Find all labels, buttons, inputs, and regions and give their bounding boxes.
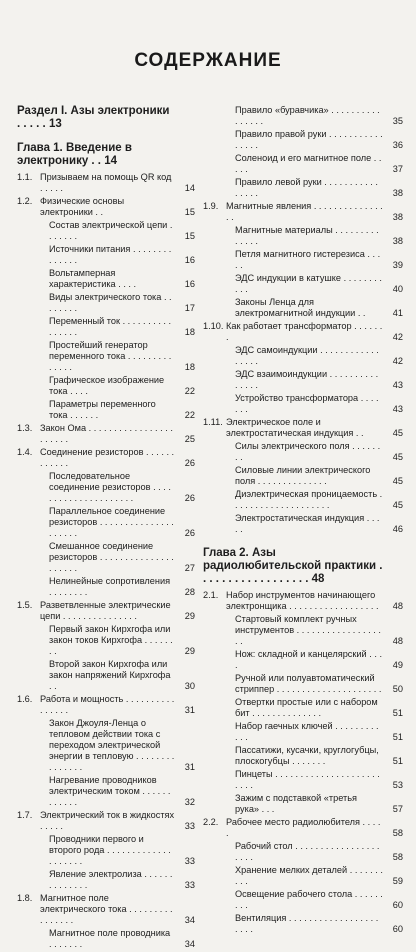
- toc-entry-page: 60: [392, 924, 403, 934]
- toc-entry: [17, 541, 195, 574]
- toc-entry: [17, 576, 195, 598]
- toc-entry: [17, 600, 195, 622]
- toc-entry-page: 22: [184, 386, 195, 396]
- toc-entry-number: 1.1.: [17, 172, 33, 182]
- toc-entry-page: 31: [184, 762, 195, 772]
- toc-entry: [203, 273, 403, 295]
- toc-entry-title: Второй закон Кирхгофа или закон напряжений Кирхгофа . .: [49, 659, 171, 691]
- toc-entry-page: 31: [184, 705, 195, 715]
- toc-entry-title: Пинцеты . . . . . . . . . . . . . . . . . . . . . . . . .: [235, 769, 380, 790]
- toc-entry-page: 26: [184, 528, 195, 538]
- toc-entry-number: 1.2.: [17, 196, 33, 206]
- toc-entry-title: Хранение мелких деталей . . . . . . . . . .: [235, 865, 383, 886]
- toc-entry-page: 29: [184, 611, 195, 621]
- toc-entry-number: 1.4.: [17, 447, 33, 457]
- toc-entry-page: 53: [392, 780, 403, 790]
- toc-entry: [17, 893, 195, 926]
- toc-entry: [203, 105, 403, 127]
- toc-entry-page: 58: [392, 828, 403, 838]
- toc-entry: [17, 928, 195, 950]
- toc-entry-title: Диэлектрическая проницаемость . . . . . . . . . . . . . . . . . . . .: [235, 489, 383, 510]
- toc-entry-page: 26: [184, 493, 195, 503]
- toc-entry-title: Зажим с подставкой «третья рука» . . .: [235, 793, 358, 814]
- toc-entry: [203, 913, 403, 935]
- toc-entry-page: 17: [184, 303, 195, 313]
- toc-entry-page: 43: [392, 404, 403, 414]
- toc-entry-page: 45: [392, 476, 403, 486]
- toc-entry: [17, 220, 195, 242]
- toc-entry-title: Ручной или полуавтоматический стриппер . . . . . . . . . . . . . . . . . . . . .: [235, 673, 382, 694]
- toc-entry-page: 59: [392, 876, 403, 886]
- toc-entry-page: 60: [392, 900, 403, 910]
- toc-entry-title: Законы Ленца для электромагнитной индукции . .: [235, 297, 366, 318]
- toc-entry-page: 43: [392, 380, 403, 390]
- toc-entry: [203, 393, 403, 415]
- toc-right-column: [203, 105, 403, 937]
- toc-entry-title: Проводники первого и второго рода . . . . . . . . . . . . . . . . . . . .: [49, 834, 171, 866]
- toc-entry-title: Источники питания . . . . . . . . . . . . . .: [49, 244, 172, 265]
- toc-entry-number: 1.5.: [17, 600, 33, 610]
- toc-entry-page: 15: [184, 207, 195, 217]
- toc-entry-title: Магнитное поле электрического тока . . . . . . . . . . . . . . . .: [40, 893, 173, 925]
- toc-entry-page: 38: [392, 236, 403, 246]
- toc-entry-page: 42: [392, 332, 403, 342]
- toc-entry-page: 45: [392, 428, 403, 438]
- toc-entry-title: Электрическое поле и электростатическая индукция . .: [226, 417, 364, 438]
- toc-entry-number: 1.8.: [17, 893, 33, 903]
- toc-entry-title: Состав электрической цепи . . . . . . .: [49, 220, 173, 241]
- toc-entry: [17, 172, 195, 194]
- toc-entry-title: Раздел I. Азы электроники . . . . . 13: [17, 105, 170, 130]
- toc-part-heading: [17, 105, 195, 131]
- toc-entry: [17, 775, 195, 808]
- toc-entry-title: Призываем на помощь QR код . . . . .: [40, 172, 172, 193]
- toc-entry-page: 33: [184, 856, 195, 866]
- toc-entry: [17, 447, 195, 469]
- toc-entry-page: 51: [392, 732, 403, 742]
- toc-entry-title: Петля магнитного гистерезиса . . . . .: [235, 249, 381, 270]
- toc-entry: [203, 129, 403, 151]
- toc-entry-page: 51: [392, 756, 403, 766]
- toc-entry-title: Устройство трансформатора . . . . . . .: [235, 393, 379, 414]
- toc-entry-title: Электростатическая индукция . . . . .: [235, 513, 380, 534]
- section-gap: [203, 537, 403, 547]
- toc-entry: [203, 153, 403, 175]
- toc-entry-title: Рабочее место радиолюбителя . . . . .: [226, 817, 381, 838]
- toc-entry-page: 33: [184, 880, 195, 890]
- toc-entry: [203, 865, 403, 887]
- toc-entry-page: 27: [184, 563, 195, 573]
- toc-entry: [203, 697, 403, 719]
- toc-entry-page: 29: [184, 646, 195, 656]
- toc-entry-title: Электрический ток в жидкостях . . . . .: [40, 810, 175, 831]
- toc-entry-title: Набор гаечных ключей . . . . . . . . . . . .: [235, 721, 379, 742]
- toc-entry-title: Глава 1. Введение в электронику . . 14: [17, 142, 132, 167]
- toc-entry-title: Соединение резисторов . . . . . . . . . . . .: [40, 447, 175, 468]
- toc-entry-page: 16: [184, 255, 195, 265]
- toc-entry-title: Правило левой руки . . . . . . . . . . . . . . . .: [235, 177, 378, 198]
- toc-entry-page: 25: [184, 434, 195, 444]
- toc-entry-title: Переменный ток . . . . . . . . . . . . . . . .: [49, 316, 172, 337]
- toc-entry-title: Вентиляция . . . . . . . . . . . . . . . . . . . . . .: [235, 913, 379, 934]
- toc-entry-page: 14: [184, 183, 195, 193]
- toc-entry-title: ЭДС самоиндукции . . . . . . . . . . . . . . . . .: [235, 345, 379, 366]
- toc-entry: [203, 321, 403, 343]
- toc-entry-number: 1.6.: [17, 694, 33, 704]
- toc-entry-title: Отвертки простые или с набором бит . . . . . . . . . . . . . .: [235, 697, 378, 718]
- toc-entry-title: Силовые линии электрического поля . . . . . . . . . . . . . .: [235, 465, 371, 486]
- toc-entry: [203, 225, 403, 247]
- toc-entry: [17, 316, 195, 338]
- toc-entry: [17, 834, 195, 867]
- toc-entry-title: Виды электрического тока . . . . . . . .: [49, 292, 172, 313]
- toc-entry-title: Закон Ома . . . . . . . . . . . . . . . . . . . . . . .: [40, 423, 173, 444]
- toc-entry-page: 15: [184, 231, 195, 241]
- toc-entry: [203, 201, 403, 223]
- toc-entry-page: 50: [392, 684, 403, 694]
- toc-entry: [17, 268, 195, 290]
- toc-entry: [203, 249, 403, 271]
- toc-entry-title: Магнитные материалы . . . . . . . . . . . . . .: [235, 225, 379, 246]
- toc-entry-page: 37: [392, 164, 403, 174]
- toc-entry-page: 18: [184, 362, 195, 372]
- toc-entry-title: Первый закон Кирхгофа или закон токов Кирхгофа . . . . . . . .: [49, 624, 173, 656]
- toc-entry: [203, 817, 403, 839]
- toc-entry-page: 38: [392, 212, 403, 222]
- toc-entry-title: Как работает трансформатор . . . . . . .: [226, 321, 383, 342]
- toc-entry-title: ЭДС взаимоиндукции . . . . . . . . . . . . . . .: [235, 369, 379, 390]
- toc-entry-title: Магнитное поле проводника . . . . . . .: [49, 928, 171, 949]
- toc-entry-page: 18: [184, 327, 195, 337]
- toc-entry-title: Освещение рабочего стола . . . . . . . . .: [235, 889, 383, 910]
- toc-entry: [203, 345, 403, 367]
- toc-entry-page: 34: [184, 939, 195, 949]
- toc-entry-page: 28: [184, 587, 195, 597]
- toc-entry: [17, 340, 195, 373]
- toc-entry-page: 38: [392, 188, 403, 198]
- toc-entry: [203, 889, 403, 911]
- toc-entry-page: 35: [392, 116, 403, 126]
- toc-entry-page: 48: [392, 601, 403, 611]
- toc-entry-page: 39: [392, 260, 403, 270]
- toc-entry-page: 46: [392, 524, 403, 534]
- page-title: СОДЕРЖАНИЕ: [134, 50, 282, 71]
- toc-entry: [203, 841, 403, 863]
- toc-entry-title: Стартовый комплект ручных инструментов . . . . . . . . . . . . . . . . . . .: [235, 614, 381, 646]
- toc-entry: [203, 793, 403, 815]
- toc-entry-title: Пассатижи, кусачки, круглогубцы, плоскогубцы . . . . . . .: [235, 745, 379, 766]
- toc-entry: [203, 614, 403, 647]
- toc-entry-page: 51: [392, 708, 403, 718]
- toc-entry-title: Магнитные явления . . . . . . . . . . . . . . . .: [226, 201, 383, 222]
- toc-entry-title: Работа и мощность . . . . . . . . . . . . . . . .: [40, 694, 175, 715]
- toc-entry-title: ЭДС индукции в катушке . . . . . . . . . . .: [235, 273, 382, 294]
- toc-entry-page: 49: [392, 660, 403, 670]
- toc-entry-title: Правило правой руки . . . . . . . . . . . . . . . .: [235, 129, 383, 150]
- toc-entry: [203, 721, 403, 743]
- toc-entry: [17, 506, 195, 539]
- toc-entry: [17, 869, 195, 891]
- toc-entry-number: 2.1.: [203, 590, 219, 600]
- toc-entry: [17, 471, 195, 504]
- toc-entry-number: 1.3.: [17, 423, 33, 433]
- toc-entry-page: 22: [184, 410, 195, 420]
- toc-entry: [203, 745, 403, 767]
- toc-entry: [203, 177, 403, 199]
- toc-entry-title: Простейший генератор переменного тока . . . . . . . . . . . . . .: [49, 340, 172, 372]
- toc-entry-title: Нелинейные сопротивления . . . . . . . .: [49, 576, 171, 597]
- toc-entry: [17, 718, 195, 773]
- toc-entry-title: Нагревание проводников электрическим током . . . . . . . . . . . .: [49, 775, 171, 807]
- toc-entry-title: Правило «буравчика» . . . . . . . . . . . . . . . .: [235, 105, 380, 126]
- toc-entry-title: Графическое изображение тока . . . .: [49, 375, 165, 396]
- toc-entry-title: Физические основы электроники . .: [40, 196, 125, 217]
- toc-chapter-heading: [203, 547, 403, 586]
- toc-entry-number: 2.2.: [203, 817, 219, 827]
- toc-entry-page: 45: [392, 452, 403, 462]
- toc-entry-page: 57: [392, 804, 403, 814]
- toc-entry-title: Вольтамперная характеристика . . . .: [49, 268, 137, 289]
- toc-entry-title: Соленоид и его магнитное поле . . . . .: [235, 153, 382, 174]
- toc-entry-page: 32: [184, 797, 195, 807]
- toc-entry: [203, 441, 403, 463]
- toc-entry-page: 30: [184, 681, 195, 691]
- toc-entry: [17, 659, 195, 692]
- toc-entry-page: 58: [392, 852, 403, 862]
- toc-entry: [17, 196, 195, 218]
- toc-entry: [17, 810, 195, 832]
- toc-entry-page: 33: [184, 821, 195, 831]
- toc-entry: [17, 244, 195, 266]
- toc-entry: [203, 489, 403, 511]
- toc-entry-title: Силы электрического поля . . . . . . . .: [235, 441, 381, 462]
- toc-entry: [203, 590, 403, 612]
- toc-entry: [203, 673, 403, 695]
- toc-entry: [203, 369, 403, 391]
- toc-entry-page: 16: [184, 279, 195, 289]
- toc-entry-page: 40: [392, 284, 403, 294]
- toc-entry: [203, 769, 403, 791]
- toc-entry: [203, 649, 403, 671]
- toc-entry-title: Параллельное соединение резисторов . . . . . . . . . . . . . . . . . . . . .: [49, 506, 174, 538]
- toc-entry-title: Набор инструментов начинающего электронщика . . . . . . . . . . . . . . . . . .: [226, 590, 379, 611]
- toc-entry-title: Глава 2. Азы радиолюбительской практики . . . . . . . . . . . . . . . . . . 48: [203, 547, 383, 585]
- toc-entry: [17, 694, 195, 716]
- toc-entry-title: Разветвленные электрические цепи . . . . . . . . . . . . . . .: [40, 600, 171, 621]
- toc-entry-page: 36: [392, 140, 403, 150]
- toc-entry: [203, 465, 403, 487]
- toc-entry-title: Закон Джоуля-Ленца о тепловом действии тока с переходом электрической энергии в тепловую . . . . . . . . . . . . . . .: [49, 718, 175, 772]
- toc-entry-page: 45: [392, 500, 403, 510]
- toc-entry-page: 42: [392, 356, 403, 366]
- toc-entry-title: Явление электролиза . . . . . . . . . . . . . .: [49, 869, 173, 890]
- toc-entry-page: 41: [392, 308, 403, 318]
- toc-entry-number: 1.10.: [203, 321, 224, 331]
- toc-entry-page: 48: [392, 636, 403, 646]
- toc-chapter-heading: [17, 142, 195, 168]
- toc-entry-number: 1.7.: [17, 810, 33, 820]
- toc-entry-title: Смешанное соединение резисторов . . . . . . . . . . . . . . . . . . . . .: [49, 541, 174, 573]
- toc-entry: [17, 399, 195, 421]
- toc-entry: [17, 423, 195, 445]
- toc-entry-number: 1.9.: [203, 201, 219, 211]
- toc-entry-title: Рабочий стол . . . . . . . . . . . . . . . . . . . . .: [235, 841, 380, 862]
- toc-entry: [17, 375, 195, 397]
- toc-entry-title: Последовательное соединение резисторов . . . . . . . . . . . . . . . . . . . . .: [49, 471, 171, 503]
- toc-entry: [17, 624, 195, 657]
- toc-entry-number: 1.11.: [203, 417, 223, 427]
- toc-entry-title: Параметры переменного тока . . . . . .: [49, 399, 156, 420]
- toc-left-column: [17, 105, 195, 952]
- toc-entry: [17, 292, 195, 314]
- toc-entry-title: Нож: складной и канцелярский . . . .: [235, 649, 382, 670]
- toc-entry: [203, 513, 403, 535]
- toc-entry: [203, 297, 403, 319]
- toc-entry-page: 34: [184, 915, 195, 925]
- toc-entry-page: 26: [184, 458, 195, 468]
- toc-entry: [203, 417, 403, 439]
